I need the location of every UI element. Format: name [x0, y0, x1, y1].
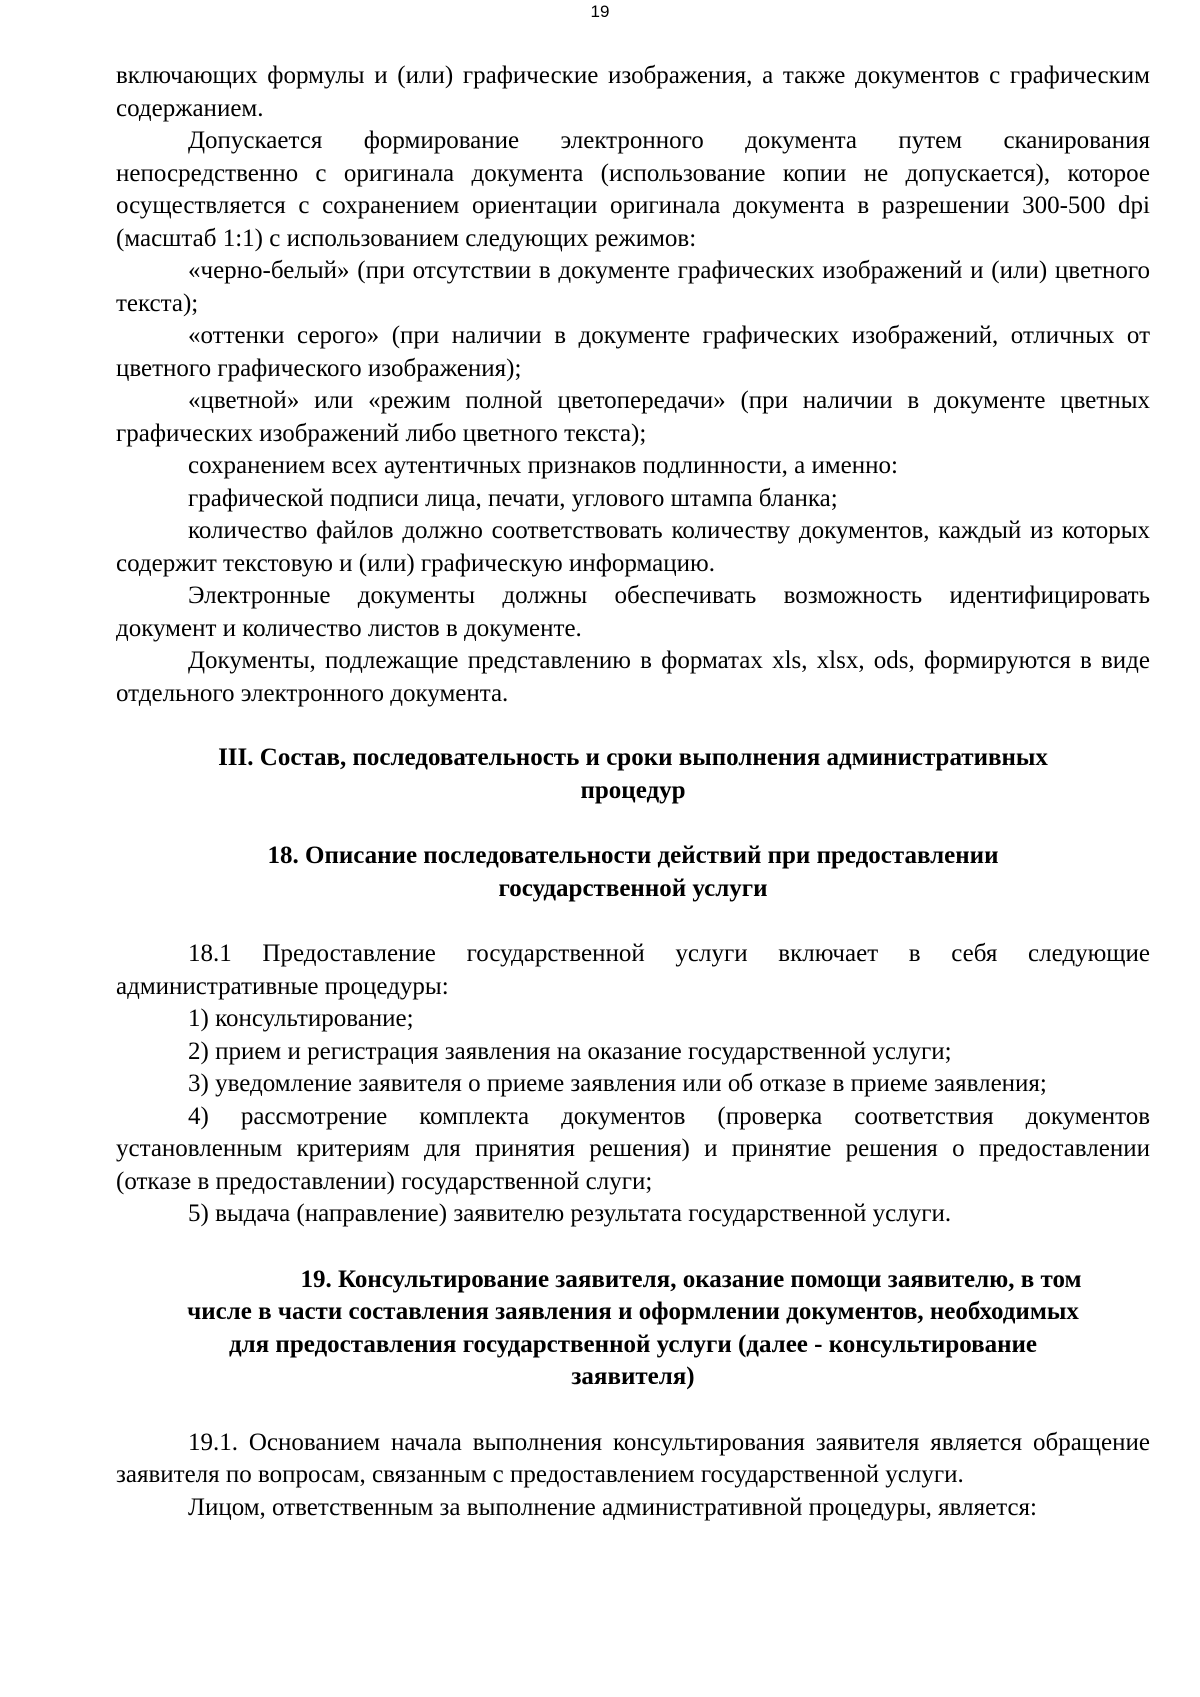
paragraph: «оттенки серого» (при наличии в документе графических изображений, отличных от цветного графического изображения); — [116, 322, 1150, 382]
paragraph: 19.1. Основанием начала выполнения консультирования заявителя является обращение заявителя по вопросам, связанным с предоставлением государственной услуги. — [116, 1428, 1150, 1488]
paragraph: Лицом, ответственным за выполнение административной процедуры, является: — [188, 1493, 1037, 1521]
paragraph: Документы, подлежащие представлению в форматах xls, xlsx, ods, формируются в виде отдельного электронного документа. — [116, 647, 1150, 707]
subsection-heading-18 — [116, 840, 1150, 905]
paragraph: Допускается формирование электронного документа путем сканирования непосредственно с оригинала документа (использование копии не допускается), которое осуществляется с сохранением ориентации оригинала документа в разрешении 300-500 dpi (масштаб 1:1) с использованием следующих режимов: — [116, 127, 1150, 252]
paragraph: «цветной» или «режим полной цветопередачи» (при наличии в документе цветных графических изображений либо цветного текста); — [116, 387, 1150, 447]
subsection-heading-line: заявителя) — [571, 1363, 695, 1390]
section-heading-line: процедур — [580, 776, 686, 804]
section-heading — [116, 742, 1150, 807]
paragraph: «черно-белый» (при отсутствии в документе графических изображений и (или) цветного текста); — [116, 257, 1150, 317]
paragraph: графической подписи лица, печати, углового штампа бланка; — [188, 484, 838, 512]
page-number: 19 — [590, 2, 610, 21]
paragraph: 18.1 Предоставление государственной услуги включает в себя следующие административные процедуры: — [116, 940, 1150, 1000]
paragraph: Электронные документы должны обеспечивать возможность идентифицировать документ и количество листов в документе. — [116, 582, 1150, 642]
list-item: 4) рассмотрение комплекта документов (проверка соответствия документов установленным критериям для принятия решения) и принятие решения о предоставлении (отказе в предоставлении) государственной слуги; — [116, 1102, 1150, 1195]
list-item: 1) консультирование; — [188, 1005, 414, 1032]
subsection-heading-line: государственной услуги — [498, 874, 768, 902]
subsection-heading-line: 18. Описание последовательности действий при предоставлении — [267, 842, 999, 869]
section-19-body — [116, 1427, 1150, 1525]
subsection-heading-line: 19. Консультирование заявителя, оказание помощи заявителю, в том — [300, 1265, 1082, 1293]
paragraph: количество файлов должно соответствовать количеству документов, каждый из которых содержит текстовую и (или) графическую информацию. — [116, 517, 1150, 577]
document-body — [116, 60, 1150, 1524]
list-item: 5) выдача (направление) заявителю результата государственной услуги. — [188, 1200, 952, 1227]
subsection-heading-line: числе в части составления заявления и оформлении документов, необходимых — [187, 1298, 1079, 1325]
subsection-heading-line: для предоставления государственной услуги (далее - консультирование — [228, 1330, 1038, 1358]
paragraph: включающих формулы и (или) графические изображения, а также документов с графическим содержанием. — [116, 62, 1150, 122]
section-18-body — [116, 938, 1150, 1231]
section-heading-line: III. Состав, последовательность и сроки выполнения административных — [218, 744, 1048, 771]
list-item: 3) уведомление заявителя о приеме заявления или об отказе в приеме заявления; — [188, 1070, 1047, 1097]
list-item: 2) прием и регистрация заявления на оказание государственной услуги; — [188, 1037, 952, 1065]
subsection-heading-19 — [116, 1264, 1150, 1394]
paragraph: сохранением всех аутентичных признаков подлинности, а именно: — [188, 452, 898, 479]
